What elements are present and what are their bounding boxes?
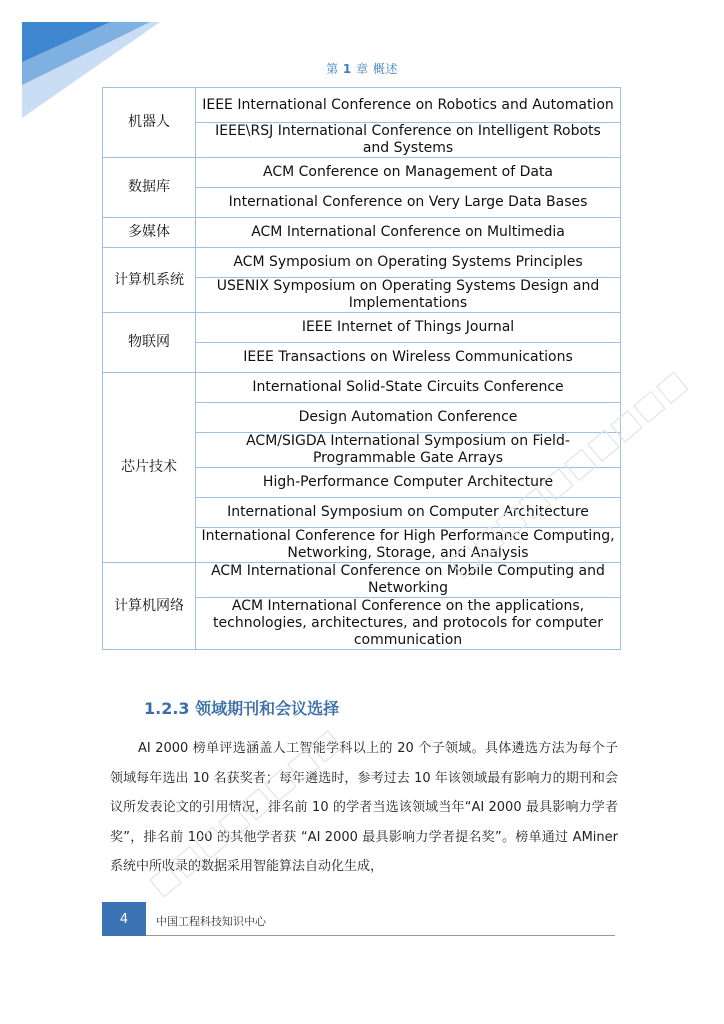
field-cell: 计算机网络 [103,563,196,650]
table-row [103,313,621,343]
page-number: 4 [102,902,146,936]
conference-cell: ACM Conference on Management of Data [196,158,621,188]
conference-cell: ACM Symposium on Operating Systems Principles [196,248,621,278]
conference-cell: IEEE Internet of Things Journal [196,313,621,343]
body-text: AI 2000 榜单评选涵盖人工智能学科以上的 20 个子领域。具体遴选方法为每个子领域每年选出 10 名获奖者；每年遴选时，参考过去 10 年该领域最有影响力的期刊和会议所发表论文的引用情况，排名前 10 的学者当选该领域当年“AI 2000 最具影响力学者奖”，排名前 100 的其他学者获 “AI 2000 最具影响力学者提名奖”。榜单通过 AMiner 系统中所收录的数据采用智能算法自动化生成， [110,741,618,874]
field-cell: 物联网 [103,313,196,373]
conference-cell: International Solid-State Circuits Conference [196,373,621,403]
footer-divider [146,935,615,936]
body-paragraph [110,734,618,882]
conference-cell: High-Performance Computer Architecture [196,468,621,498]
table-row [103,563,621,598]
table-row [103,218,621,248]
conference-cell: International Symposium on Computer Architecture [196,498,621,528]
field-cell: 计算机系统 [103,248,196,313]
running-header: 第 1 章 概述 [326,62,398,76]
conference-cell: ACM International Conference on Multimedia [196,218,621,248]
conference-cell: IEEE\RSJ International Conference on Intelligent Robots and Systems [196,123,621,158]
conference-cell: IEEE International Conference on Robotics and Automation [196,88,621,123]
conference-table [102,87,621,650]
conference-cell: ACM International Conference on the applications, technologies, architectures, and protocols for computer communication [196,598,621,650]
conference-cell: Design Automation Conference [196,403,621,433]
field-cell: 机器人 [103,88,196,158]
conference-cell: ACM/SIGDA International Symposium on Field-Programmable Gate Arrays [196,433,621,468]
table-row [103,88,621,123]
section-heading [144,696,339,719]
field-cell: 芯片技术 [103,373,196,563]
conference-cell: ACM International Conference on Mobile Computing and Networking [196,563,621,598]
table-row [103,158,621,188]
field-cell: 多媒体 [103,218,196,248]
field-cell: 数据库 [103,158,196,218]
section-title: 领域期刊和会议选择 [195,699,340,718]
table-row [103,248,621,278]
table-row [103,373,621,403]
conference-cell: IEEE Transactions on Wireless Communications [196,343,621,373]
section-number: 1.2.3 [144,699,190,718]
footer-organization: 中国工程科技知识中心 [156,915,266,928]
conference-cell: International Conference on Very Large Data Bases [196,188,621,218]
conference-cell: USENIX Symposium on Operating Systems Design and Implementations [196,278,621,313]
conference-cell: International Conference for High Performance Computing, Networking, Storage, and Analysis [196,528,621,563]
